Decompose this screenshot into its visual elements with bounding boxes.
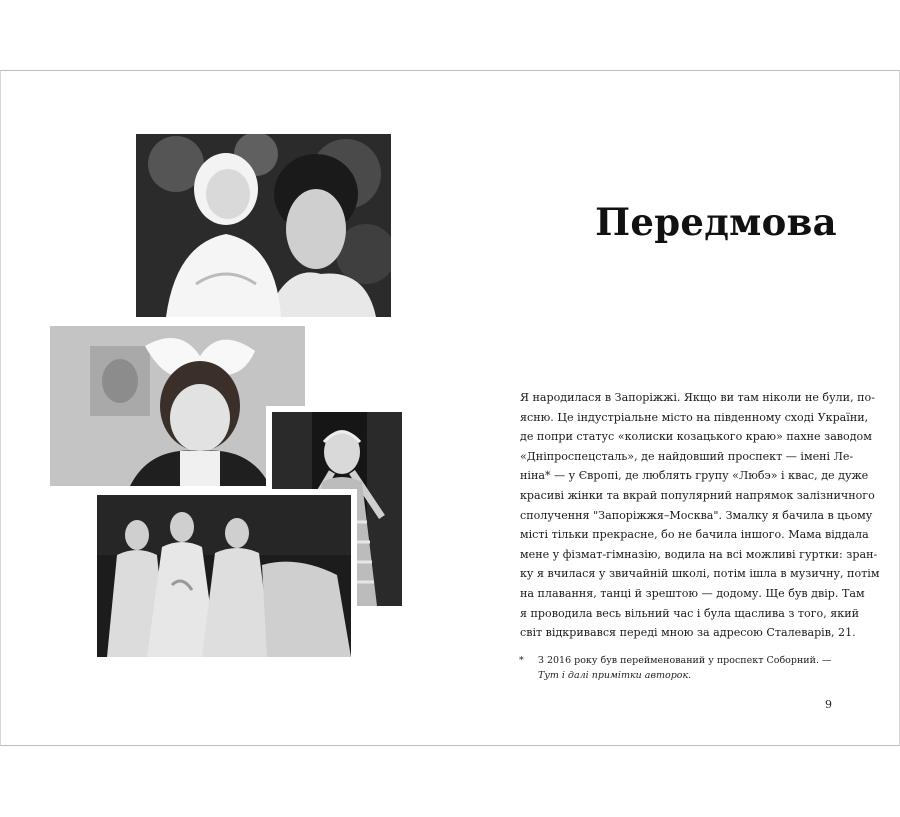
body-line: місті тільки прекрасне, бо не бачила іншого. Мама віддала bbox=[520, 528, 869, 542]
body-line: світ відкривався переді мною за адресою Сталеварів, 21. bbox=[520, 626, 856, 640]
footnote-main: З 2016 року був перейменований у проспект Соборний. — bbox=[538, 655, 832, 666]
body-line: Я народилася в Запоріжжі. Якщо ви там ніколи не були, по- bbox=[520, 391, 875, 404]
page-number: 9 bbox=[825, 698, 832, 711]
photo-mother-with-baby-image bbox=[136, 134, 391, 317]
footnote bbox=[519, 654, 849, 683]
body-line: де попри статус «колиски козацького краю» пахне заводом bbox=[520, 430, 872, 444]
body-line: ясню. Це індустріальне місто на південному сході України, bbox=[520, 410, 869, 424]
footnote-italic: Тут і далі примітки авторок. bbox=[538, 669, 692, 681]
body-line: мене у фізмат-гімназію, водила на всі можливі гуртки: зран- bbox=[520, 547, 878, 561]
body-line: на плавання, танці й зрештою — додому. Ще був двір. Там bbox=[520, 586, 865, 600]
body-line: красиві жінки та вкрай популярний напрямок залізничного bbox=[520, 488, 875, 502]
page-title: Передмова bbox=[595, 200, 837, 244]
photo-three-girls-image bbox=[97, 495, 351, 657]
body-line: я проводила весь вільний час і була щаслива з того, який bbox=[520, 606, 859, 620]
body-line: ніна* — у Європі, де люблять групу «Любэ» і квас, де дуже bbox=[520, 469, 869, 483]
photo-three-girls bbox=[91, 489, 357, 663]
body-line: сполучення "Запоріжжя–Москва". Змалку я бачила в цьому bbox=[520, 508, 873, 522]
footnote-mark: * bbox=[519, 655, 524, 666]
body-line: ку я вчилася у звичайній школі, потім ішла в музичну, потім bbox=[520, 567, 880, 581]
photo-mother-with-baby bbox=[136, 134, 391, 317]
footnote-text bbox=[538, 654, 849, 683]
body-line: «Дніпроспецсталь», де найдовший проспект — імені Ле- bbox=[520, 449, 854, 463]
body-paragraph bbox=[520, 388, 880, 643]
